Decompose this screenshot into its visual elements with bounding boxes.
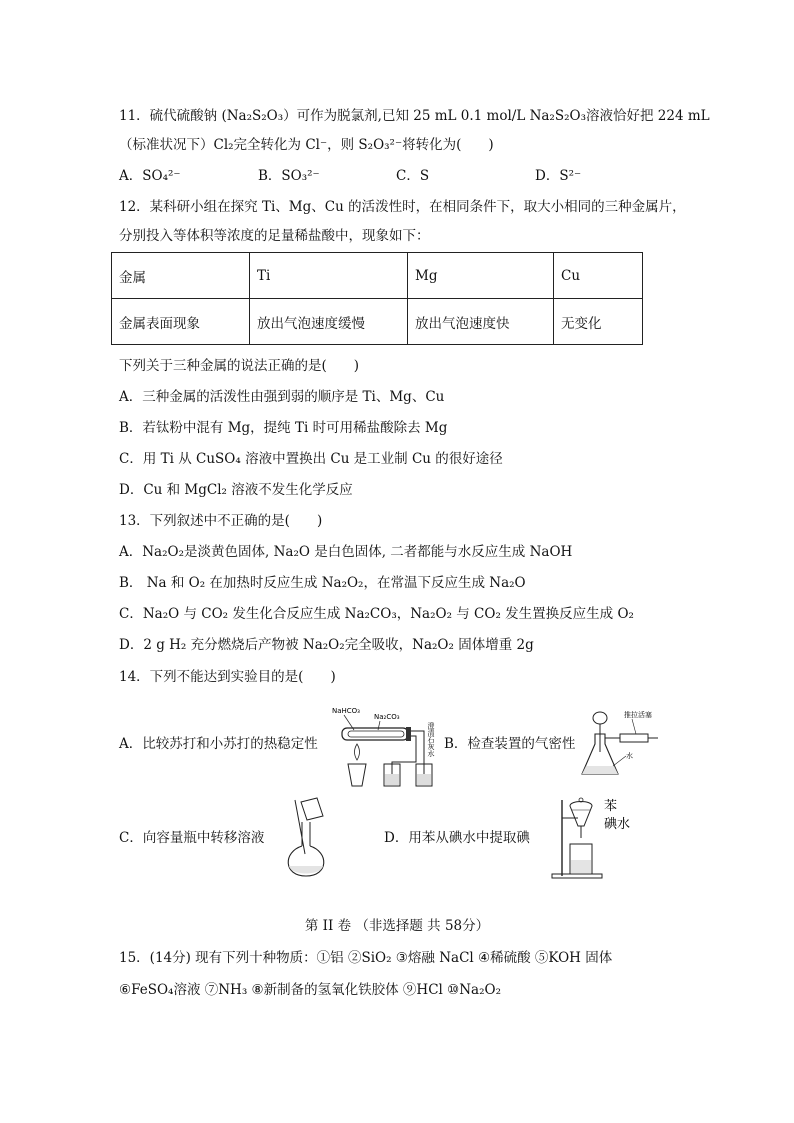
q14-option-d: D．用苯从碘水中提取碘 [384, 830, 530, 846]
q13-stem: 13．下列叙述中不正确的是( ) [119, 513, 323, 529]
table-cell: 无变化 [554, 299, 643, 345]
table-cell: 放出气泡速度缓慢 [250, 299, 408, 345]
q13-option-a: A．Na₂O₂是淡黄色固体, Na₂O 是白色固体, 二者都能与水反应生成 NaOH [119, 544, 573, 560]
figure-volumetric-transfer [277, 796, 337, 880]
table-row [112, 299, 643, 345]
q11-option-d: D．S²⁻ [535, 168, 582, 184]
q14-stem: 14．下列不能达到实验目的是( ) [119, 669, 336, 685]
q11-option-a: A．SO₄²⁻ [119, 168, 181, 184]
q15-line1: 15．(14分) 现有下列十种物质：①铝 ②SiO₂ ③熔融 NaCl ④稀硫酸 ⑤KOH 固体 [119, 950, 613, 966]
metal-table [111, 252, 643, 345]
q12-option-d: D．Cu 和 MgCl₂ 溶液不发生化学反应 [119, 482, 353, 498]
q13-option-b: B． Na 和 O₂ 在加热时反应生成 Na₂O₂，在常温下反应生成 Na₂O [119, 575, 526, 591]
fig-b-label-plunger: 推拉活塞 [624, 711, 652, 719]
separatory-funnel-icon [548, 796, 648, 880]
q12-option-a: A．三种金属的活泼性由强到弱的顺序是 Ti、Mg、Cu [119, 389, 445, 405]
table-cell: 放出气泡速度快 [408, 299, 554, 345]
q11-line1: 11．硫代硫酸钠 (Na₂S₂O₃）可作为脱氯剂,已知 25 mL 0.1 mol/L Na₂S₂O₃溶液恰好把 224 mL [119, 108, 710, 124]
q15-line2: ⑥FeSO₄溶液 ⑦NH₃ ⑧新制备的氢氧化铁胶体 ⑨HCl ⑩Na₂O₂ [119, 982, 501, 998]
section-heading: 第 II 卷 （非选择题 共 58分） [304, 918, 490, 934]
table-row [112, 253, 643, 299]
q14-option-b: B．检查装置的气密性 [444, 736, 576, 752]
q11-option-c: C．S [396, 168, 430, 184]
q12-question: 下列关于三种金属的说法正确的是( ) [119, 358, 360, 374]
fig-b-label-water: 水 [626, 752, 633, 760]
q12-line2: 分别投入等体积等浓度的足量稀盐酸中，现象如下： [119, 228, 430, 244]
volumetric-flask-icon [277, 796, 337, 880]
fig-d-label-benzene: 苯 [604, 799, 618, 814]
q11-line2: （标准状况下）Cl₂完全转化为 Cl⁻，则 S₂O₃²⁻将转化为( ) [119, 137, 494, 153]
fig-a-label-na2co3: Na₂CO₃ [374, 713, 400, 721]
fig-a-label-nahco3: NaHCO₃ [332, 707, 360, 715]
table-cell: Mg [408, 253, 554, 299]
q11-option-b: B．SO₃²⁻ [258, 168, 320, 184]
table-cell: Cu [554, 253, 643, 299]
q13-option-d: D．2 g H₂ 充分燃烧后产物被 Na₂O₂完全吸收，Na₂O₂ 固体增重 2g [119, 637, 534, 653]
fig-a-label-limewater: 澄清石灰水 [427, 722, 435, 757]
fig-d-label-iodine-water: 碘水 [604, 817, 631, 832]
table-cell: 金属表面现象 [112, 299, 250, 345]
q14-option-a: A．比较苏打和小苏打的热稳定性 [119, 736, 318, 752]
q14-option-c: C．向容量瓶中转移溶液 [119, 830, 265, 846]
q12-option-c: C．用 Ti 从 CuSO₄ 溶液中置换出 Cu 是工业制 Cu 的很好途径 [119, 451, 503, 467]
q13-option-c: C．Na₂O 与 CO₂ 发生化合反应生成 Na₂CO₃，Na₂O₂ 与 CO₂ 发生置换反应生成 O₂ [119, 606, 634, 622]
table-cell: Ti [250, 253, 408, 299]
airtightness-apparatus-icon [580, 708, 660, 784]
figure-extraction [548, 796, 648, 880]
table-cell: 金属 [112, 253, 250, 299]
figure-airtightness [580, 708, 660, 784]
q12-line1: 12．某科研小组在探究 Ti、Mg、Cu 的活泼性时，在相同条件下，取大小相同的三种金属片， [119, 199, 686, 215]
figure-heat-stability [330, 702, 440, 792]
heat-stability-apparatus-icon [330, 702, 440, 792]
q12-option-b: B．若钛粉中混有 Mg，提纯 Ti 时可用稀盐酸除去 Mg [119, 420, 448, 436]
